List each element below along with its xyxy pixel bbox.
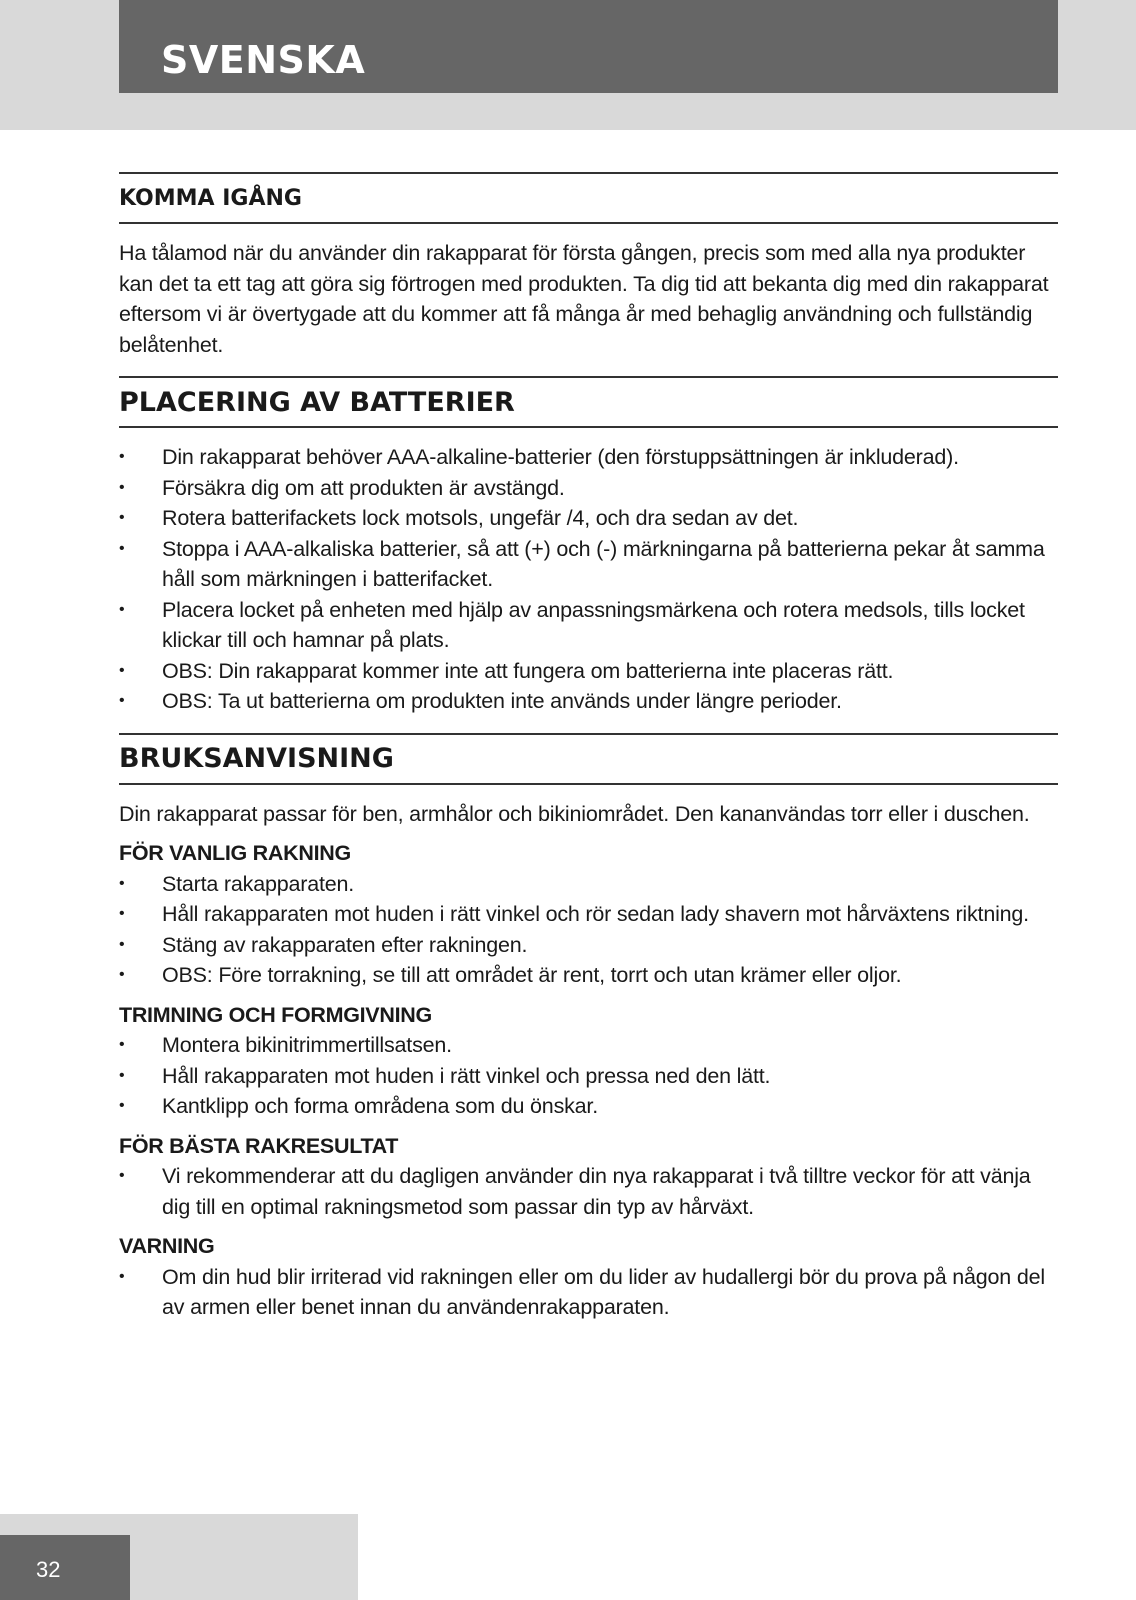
subheading-varning: VARNING (119, 1234, 215, 1258)
bruksanvisning-intro: Din rakapparat passar för ben, armhålor och bikiniområdet. Den kananvändas torr eller i duschen. (119, 801, 1030, 826)
list-item: • Om din hud blir irriterad vid rakningen eller om du lider av hudallergi bör du prova på någon del av armen eller benet innan du användenrakapparaten. (119, 1262, 1058, 1323)
list-item: • Din rakapparat behöver AAA-alkaline-batterier (den förstuppsättningen är inkluderad). (119, 442, 1058, 473)
list-item: • OBS: Före torrakning, se till att området är rent, torrt och utan krämer eller oljor. (119, 960, 1058, 991)
subheading-vanlig-rakning: FÖR VANLIG RAKNING (119, 841, 351, 865)
komma-igang-text: Ha tålamod när du använder din rakapparat för första gången, precis som med alla nya produkter kan det ta ett tag att göra sig förtrogen med produkten. Ta dig tid att bekanta dig med din rakapparat eftersom vi är övertygade att du kommer att få många år med behaglig användning och fullständig belåtenhet. (119, 241, 1049, 357)
batterier-list (119, 442, 1058, 717)
list-item: • Starta rakapparaten. (119, 869, 1058, 900)
subheading-basta-rakresultat: FÖR BÄSTA RAKRESULTAT (119, 1133, 399, 1158)
subheading-trimning: TRIMNING OCH FORMGIVNING (119, 1002, 432, 1027)
trimning-list (119, 1030, 1058, 1122)
list-item: • Montera bikinitrimmertillsatsen. (119, 1030, 1058, 1061)
list-item: • OBS: Din rakapparat kommer inte att fungera om batterierna inte placeras rätt. (119, 656, 1058, 687)
language-header: SVENSKA (119, 0, 1058, 93)
varning-list (119, 1262, 1058, 1323)
list-item: • Vi rekommenderar att du dagligen använder din nya rakapparat i två tilltre veckor för att vänja dig till en optimal rakningsmetod som passar din typ av hårväxt. (119, 1161, 1058, 1222)
list-item: • Håll rakapparaten mot huden i rätt vinkel och pressa ned den lätt. (119, 1061, 1058, 1092)
list-item: • Rotera batterifackets lock motsols, ungefär /4, och dra sedan av det. (119, 503, 1058, 534)
list-item: • Stäng av rakapparaten efter rakningen. (119, 930, 1058, 961)
vanlig-rakning-list (119, 869, 1058, 991)
basta-rakresultat-list (119, 1161, 1058, 1222)
section-title-komma-igang: KOMMA IGÅNG (119, 172, 1058, 224)
page-content (119, 172, 1058, 1323)
list-item: • Stoppa i AAA-alkaliska batterier, så att (+) och (-) märkningarna på batterierna pekar åt samma håll som märkningen i batterifacket. (119, 534, 1058, 595)
list-item: • Kantklipp och forma områdena som du önskar. (119, 1091, 1058, 1122)
list-item: • Försäkra dig om att produkten är avstängd. (119, 473, 1058, 504)
list-item: • Placera locket på enheten med hjälp av anpassningsmärkena och rotera medsols, tills locket klickar till och hamnar på plats. (119, 595, 1058, 656)
section-title-bruksanvisning: BRUKSANVISNING (119, 733, 1058, 785)
list-item: • OBS: Ta ut batterierna om produkten inte används under längre perioder. (119, 686, 1058, 717)
section-title-batterier: PLACERING AV BATTERIER (119, 376, 1058, 428)
list-item: • Håll rakapparaten mot huden i rätt vinkel och rör sedan lady shavern mot hårväxtens riktning. (119, 899, 1058, 930)
page-number: 32 (0, 1535, 130, 1600)
